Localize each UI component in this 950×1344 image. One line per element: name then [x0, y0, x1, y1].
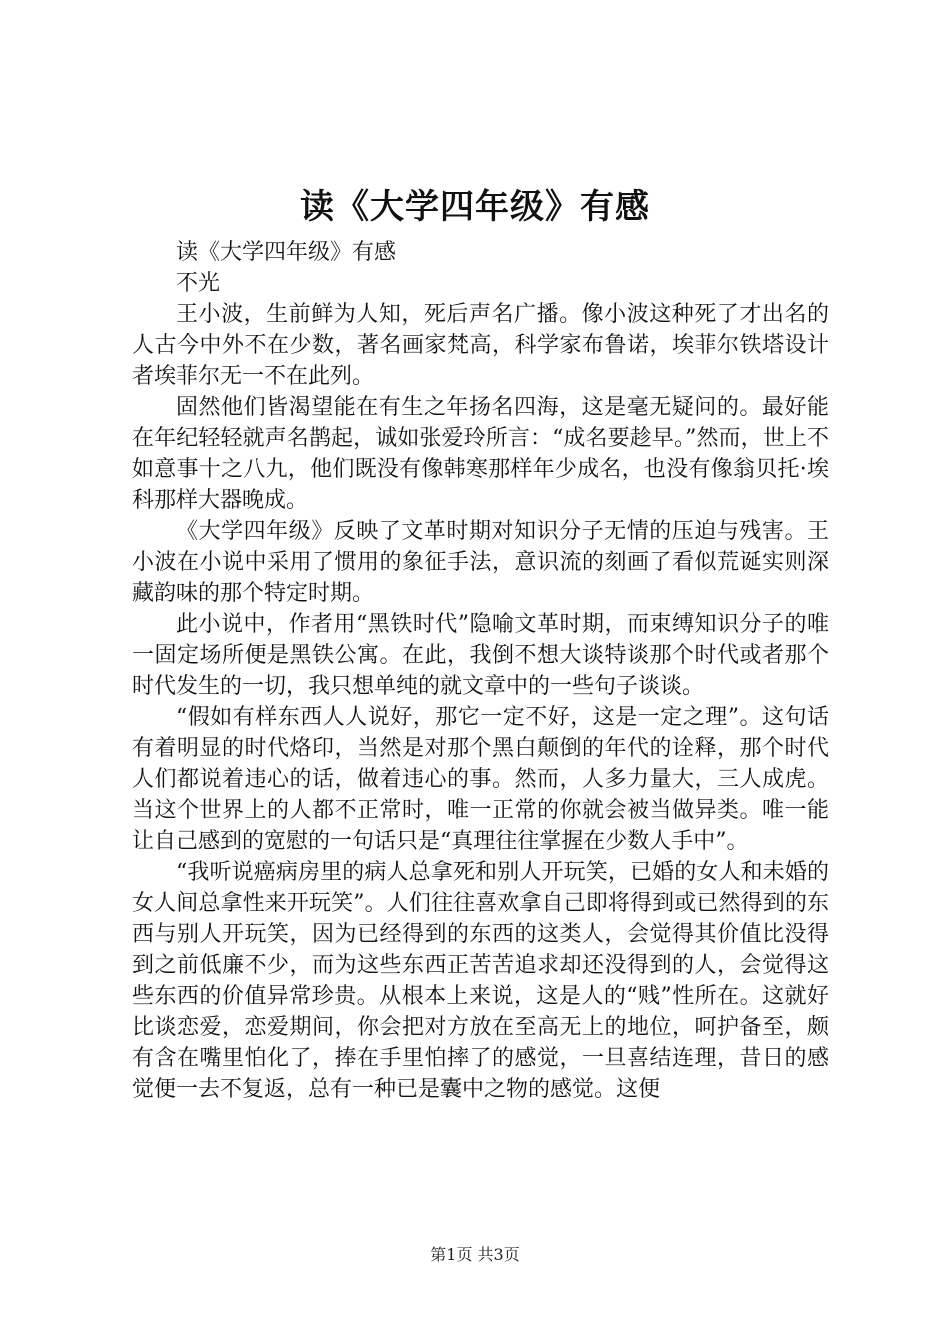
body-paragraph-1: 王小波，生前鲜为人知，死后声名广播。像小波这种死了才出名的人古今中外不在少数，著名画家梵高，科学家布鲁诺，埃菲尔铁塔设计者埃菲尔无一不在此列。 — [132, 302, 829, 389]
body-paragraph-5: “假如有样东西人人说好，那它一定不好，这是一定之理”。这句话有着明显的时代烙印，当然是对那个黑白颠倒的年代的诠释，那个时代人们都说着违心的话，做着违心的事。然而，人多力量大，三人成虎。当这个世界上的人都不正常时，唯一正常的你就会被当做异类。唯一能让自己感到的宽慰的一句话只是“真理往往掌握在少数人手中”。 — [132, 705, 829, 854]
body-paragraph-4: 此小说中，作者用“黑铁时代”隐喻文革时期，而束缚知识分子的唯一固定场所便是黑铁公寓。在此，我倒不想大谈特谈那个时代或者那个时代发生的一切，我只想单纯的就文章中的一些句子谈谈。 — [132, 612, 829, 699]
document-title: 读《大学四年级》有感 — [300, 187, 650, 227]
page-footer: 第1页 共3页 — [430, 1245, 520, 1264]
subtitle-paragraph: 读《大学四年级》有感 — [176, 240, 397, 265]
author-paragraph: 不光 — [176, 271, 221, 296]
body-paragraph-3: 《大学四年级》反映了文革时期对知识分子无情的压迫与残害。王小波在小说中采用了惯用的象征手法，意识流的刻画了看似荒诞实则深藏韵味的那个特定时期。 — [132, 519, 829, 606]
document-body — [132, 237, 829, 1105]
body-paragraph-6: “我听说癌病房里的病人总拿死和别人开玩笑，已婚的女人和未婚的女人间总拿性来开玩笑”。人们往往喜欢拿自己即将得到或已然得到的东西与别人开玩笑，因为已经得到的东西的这类人，会觉得其价值比没得到之前低廉不少，而为这些东西正苦苦追求却还没得到的人，会觉得这些东西的价值异常珍贵。从根本上来说，这是人的“贱”性所在。这就好比谈恋爱，恋爱期间，你会把对方放在至高无上的地位，呵护备至，颇有含在嘴里怕化了，捧在手里怕摔了的感觉，一旦喜结连理，昔日的感觉便一去不复返，总有一种已是囊中之物的感觉。这便 — [132, 860, 829, 1102]
body-paragraph-2: 固然他们皆渴望能在有生之年扬名四海，这是毫无疑问的。最好能在年纪轻轻就声名鹊起，诚如张爱玲所言：“成名要趁早。”然而，世上不如意事十之八九，他们既没有像韩寒那样年少成名，也没有像翁贝托·埃科那样大器晚成。 — [132, 395, 829, 513]
